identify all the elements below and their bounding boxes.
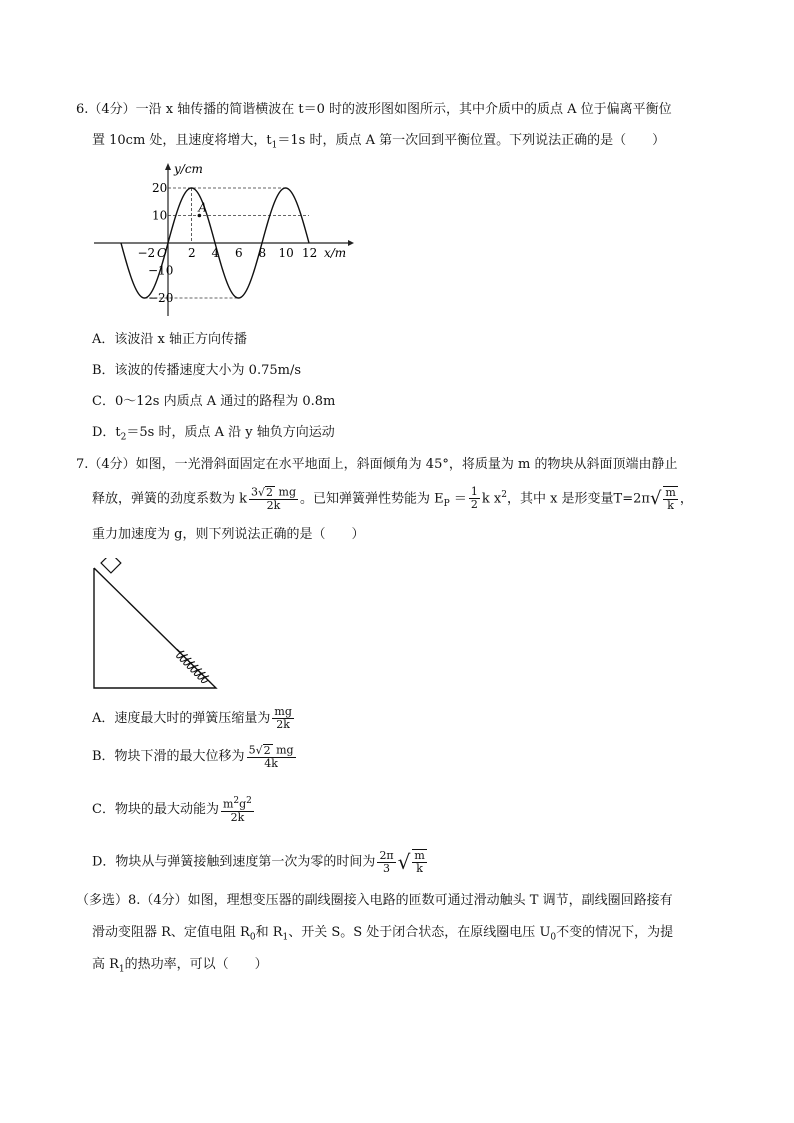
q6-option-d: D．$t_2=5s$ 时，质点 A 沿 y 轴负方向运动 — [92, 425, 335, 443]
x-tick-label: 6 — [235, 246, 243, 260]
q6-stem-line1: 6.（4分）一沿 x 轴传播的简谐横波在 t＝0 时的波形图如图所示，其中介质中的质点 A 位于偏离平衡位 — [76, 102, 672, 117]
x-tick-label: −2 — [137, 246, 156, 260]
y-tick-label: −10 — [148, 263, 174, 278]
q7-option-d: D．物块从与弹簧接触到速度第一次为零的时间为 $\frac{2\pi}{3}$ √ $\frac{m}{k}$ — [92, 848, 425, 875]
block — [101, 558, 121, 573]
x-tick-label: 10 — [278, 246, 294, 260]
q8-stem-line3: 高 $R_1$的热功率，可以（ ） — [92, 957, 268, 975]
k-fraction: $\frac{3√2 mg}{2k}$ — [251, 485, 297, 512]
half-fraction: $\frac{1}{2}$ — [470, 485, 478, 512]
q7-option-b: B．物块下滑的最大位移为 $\frac{5√2 mg}{4k}$ — [92, 743, 294, 770]
x-tick-label: 8 — [258, 246, 267, 260]
x-axis-label: x/m — [324, 246, 347, 260]
q6-option-a: A．该波沿 x 轴正方向传播 — [92, 332, 247, 347]
origin-label: O — [157, 246, 167, 260]
y-tick-label: 20 — [152, 181, 168, 195]
q7-option-c: C．物块的最大动能为 $\frac{m^2g^2}{2k}$ — [92, 796, 252, 824]
x-tick-label: 4 — [211, 246, 220, 260]
q6-option-b: B．该波的传播速度大小为 0.75m/s — [92, 363, 302, 378]
x-tick-label: 2 — [188, 246, 196, 260]
wave-graph — [90, 158, 355, 318]
q6-stem-line2: 置 10cm 处，且速度将增大，$t_1=1s$ 时，质点 A 第一次回到平衡位置。下列说法正确的是（ ） — [92, 133, 666, 151]
x-axis-arrow — [348, 240, 354, 246]
incline-diagram — [90, 558, 230, 693]
q7-stem-line1: 7.（4分）如图，一光滑斜面固定在水平地面上，斜面倾角为 45°，将质量为 m 的物块从斜面顶端由静止 — [76, 457, 678, 472]
q8-stem-line2: 滑动变阻器 R、定值电阻 $R_0$和 $R_1$、开关 S。S 处于闭合状态，在原线圈电压 $U_0$不变的情况下，为提 — [92, 925, 674, 943]
q7-option-a: A．速度最大时的弹簧压缩量为 $\frac{mg}{2k}$ — [92, 705, 292, 731]
y-axis-label: y/cm — [174, 162, 203, 176]
q8-stem-line1: （多选）8.（4分）如图，理想变压器的副线圈接入电路的匝数可通过滑动触头 T 调节，副线圈回路接有 — [76, 893, 673, 908]
q7-stem-line2: 释放，弹簧的劲度系数为 k $\frac{3√2 mg}{2k}$ 。已知弹簧弹性势能为 $E_P$ ＝ $\frac{1}{2}$ k $x^2$，其中 x 是形变量T=2π√ $\frac{m}{k}$ ， — [92, 485, 693, 512]
point-a-label: A — [198, 200, 208, 215]
q7-stem-line3: 重力加速度为 g，则下列说法正确的是（ ） — [92, 527, 365, 542]
y-axis-arrow — [165, 163, 171, 170]
q6-option-c: C．0～12s 内质点 A 通过的路程为 0.8m — [92, 394, 336, 409]
x-tick-label: 12 — [302, 246, 318, 260]
y-tick-label: −20 — [148, 291, 174, 305]
spring — [173, 647, 214, 688]
y-tick-label: 10 — [152, 208, 168, 223]
